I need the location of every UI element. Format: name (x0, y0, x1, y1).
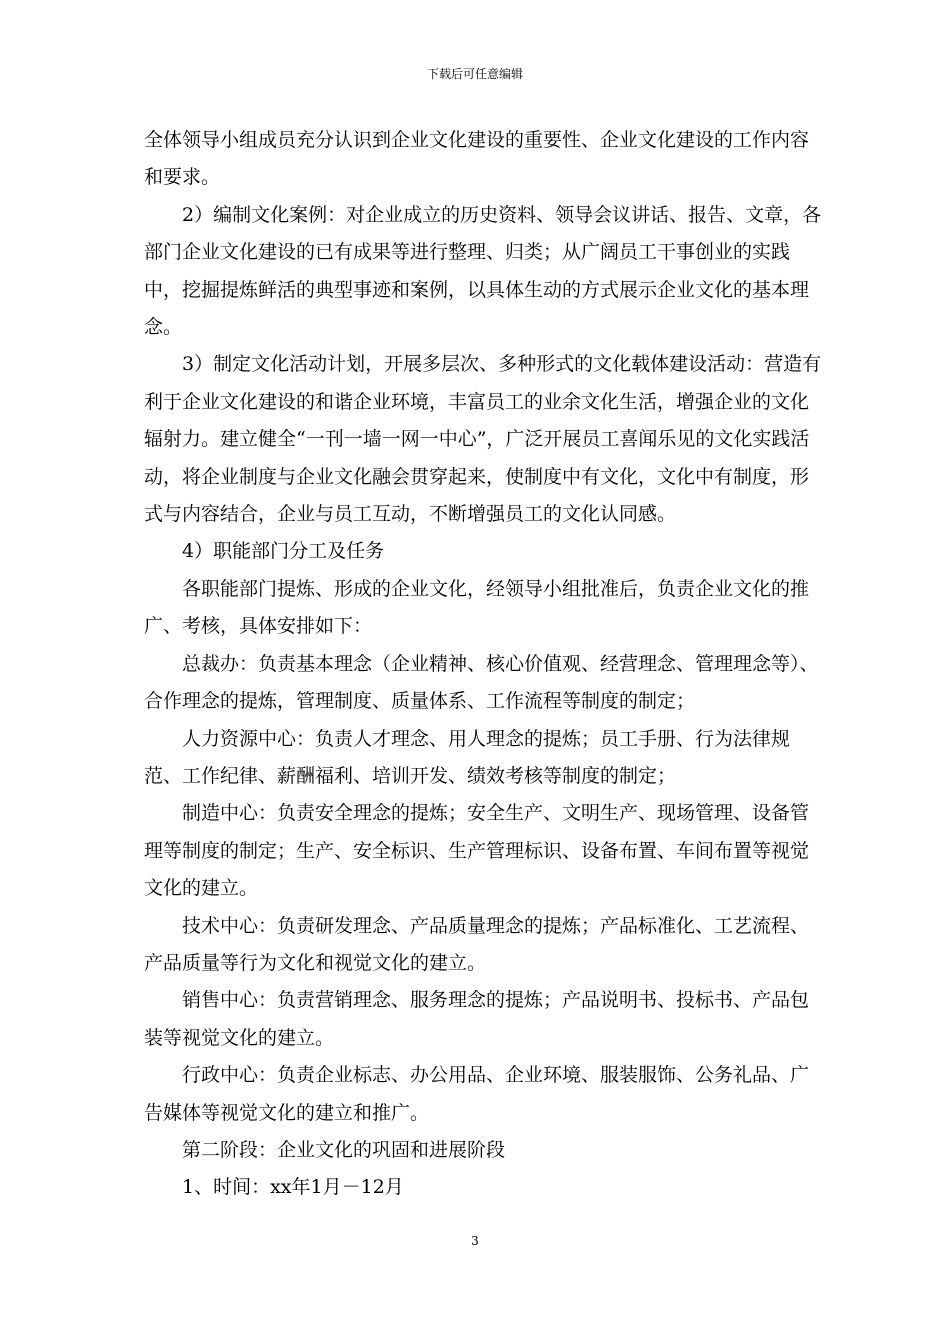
paragraph: 2）编制文化案例：对企业成立的历史资料、领导会议讲话、报告、文章，各部门企业文化建设的已有成果等进行整理、归类；从广阔员工干事创业的实践中，挖掘提炼鲜活的典型事迹和案例，以具体生动的方式展示企业文化的基本理念。 (144, 203, 822, 339)
paragraph: 1、时间：xx年1月－12月 (182, 1176, 404, 1199)
paragraph: 4）职能部门分工及任务 (182, 540, 385, 563)
document-body (144, 122, 824, 1207)
paragraph: 全体领导小组成员充分认识到企业文化建设的重要性、企业文化建设的工作内容和要求。 (144, 129, 810, 189)
paragraph: 3）制定文化活动计划，开展多层次、多种形式的文化载体建设活动：营造有利于企业文化建设的和谐企业环境，丰富员工的业余文化生活，增强企业的文化辐射力。建立健全“一刊一墙一网一中心”，广泛开展员工喜闻乐见的文化实践活动，将企业制度与企业文化融会贯穿起来，使制度中有文化，文化中有制度，形式与内容结合，企业与员工互动，不断增强员工的文化认同感。 (144, 353, 822, 526)
paragraph: 各职能部门提炼、形成的企业文化，经领导小组批准后，负责企业文化的推广、考核，具体安排如下： (144, 577, 810, 638)
paragraph: 人力资源中心：负责人才理念、用人理念的提炼；员工手册、行为法律规范、工作纪律、薪酬福利、培训开发、绩效考核等制度的制定； (144, 727, 791, 787)
page-header: 下载后可任意编辑 (426, 67, 523, 81)
section-heading: 第二阶段：企业文化的巩固和进展阶段 (182, 1138, 506, 1161)
paragraph: 销售中心：负责营销理念、服务理念的提炼；产品说明书、投标书、产品包装等视觉文化的建立。 (144, 989, 810, 1049)
paragraph: 总裁办：负责基本理念（企业精神、核心价值观、经营理念、管理理念等）、合作理念的提炼，管理制度、质量体系、工作流程等制度的制定； (144, 652, 819, 713)
paragraph: 制造中心：负责安全理念的提炼；安全生产、文明生产、现场管理、设备管理等制度的制定；生产、安全标识、生产管理标识、设备布置、车间布置等视觉文化的建立。 (144, 802, 810, 900)
paragraph: 技术中心：负责研发理念、产品质量理念的提炼；产品标准化、工艺流程、产品质量等行为文化和视觉文化的建立。 (144, 914, 810, 974)
paragraph: 行政中心：负责企业标志、办公用品、企业环境、服装服饰、公务礼品、广告媒体等视觉文化的建立和推广。 (144, 1064, 810, 1124)
page-number: 3 (471, 1234, 479, 1248)
